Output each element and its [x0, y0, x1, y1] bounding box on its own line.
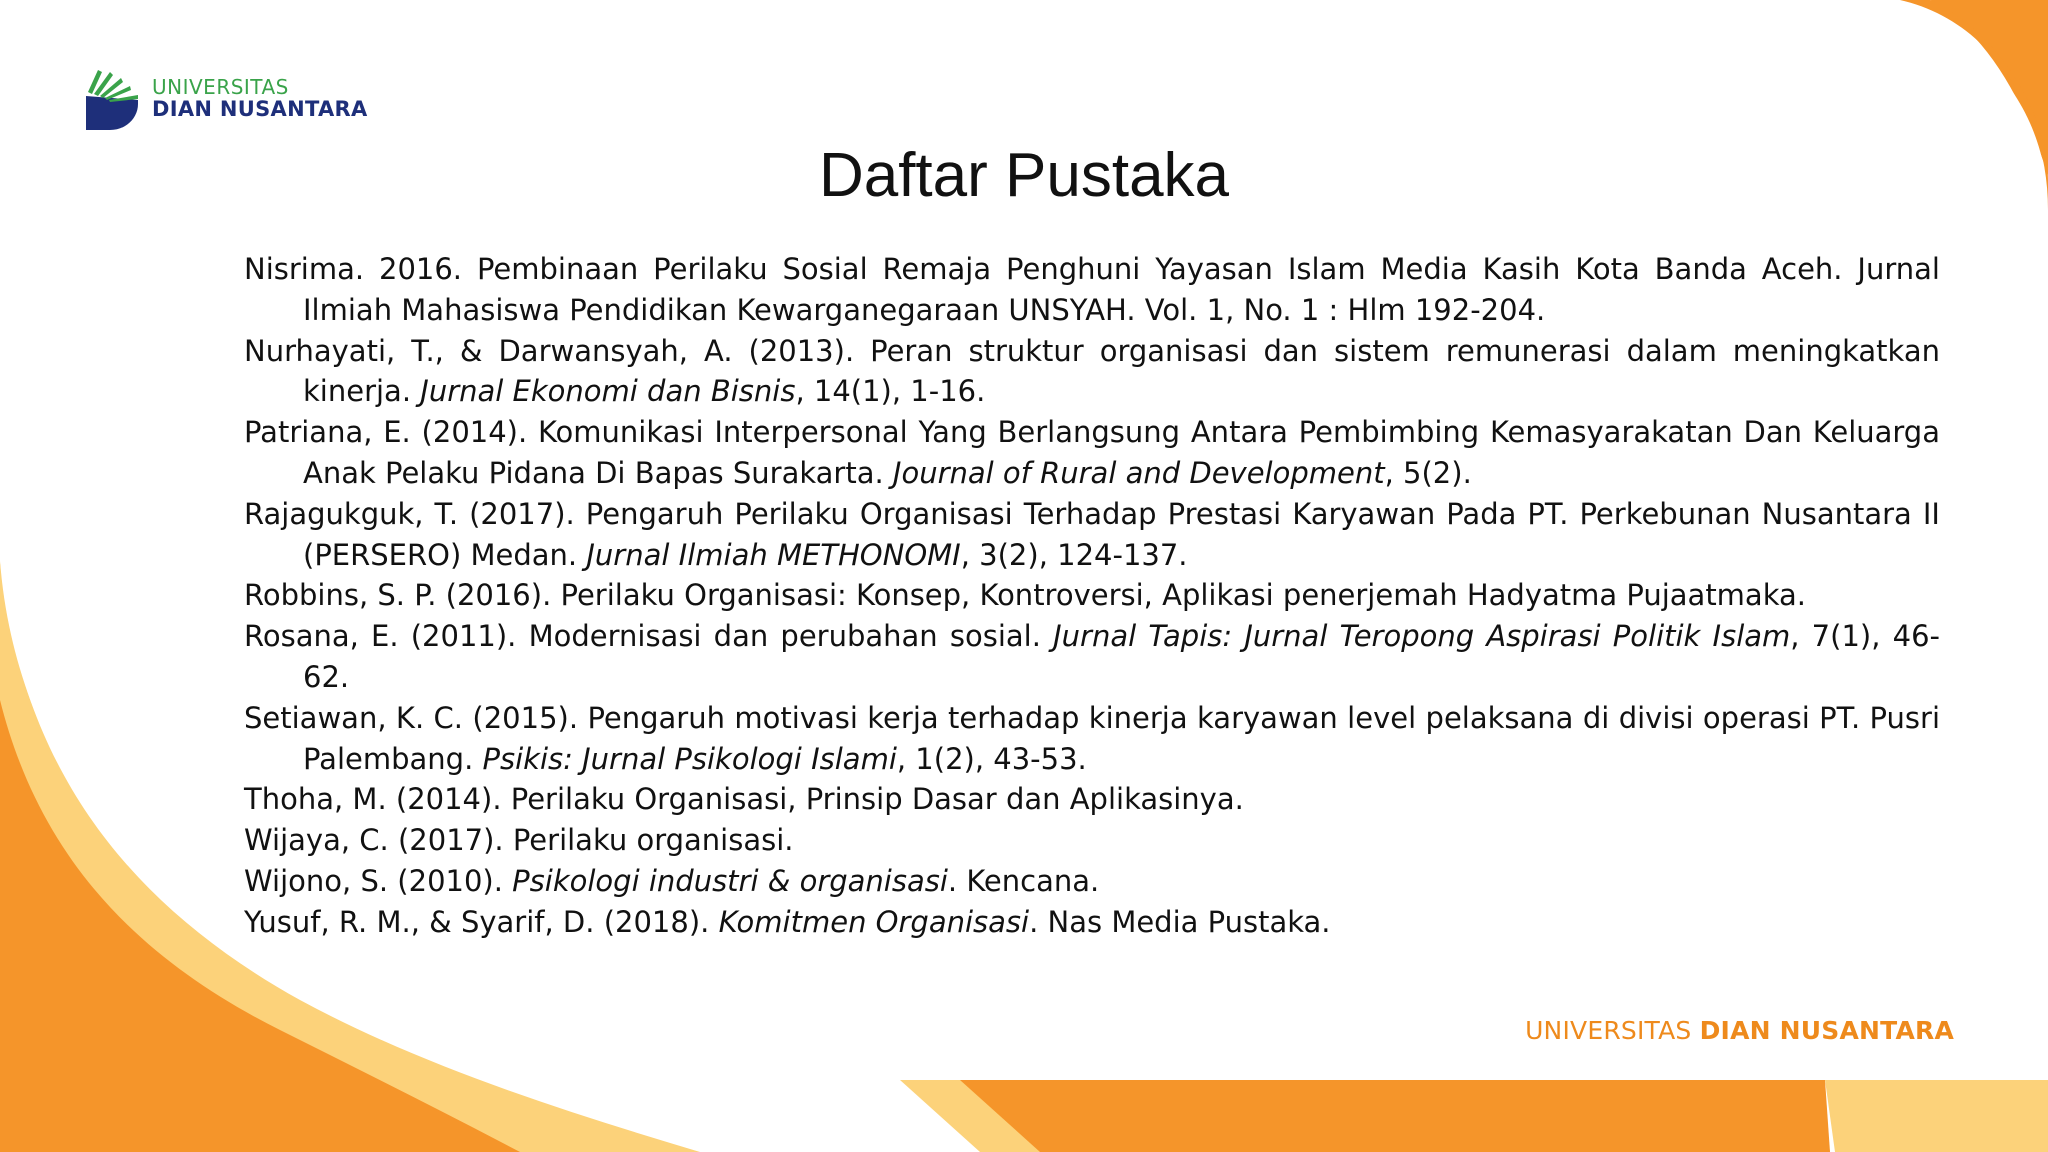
reference-item: Wijono, S. (2010). Psikologi industri & organisasi. Kencana.	[244, 863, 1100, 898]
logo-line-1: UNIVERSITAS	[152, 75, 289, 100]
reference-item: Setiawan, K. C. (2015). Pengaruh motivasi kerja terhadap kinerja karyawan level pelaksana di divisi operasi PT. Pusri Palembang. Psikis: Jurnal Psikologi Islami, 1(2), 43-53.	[244, 700, 1940, 776]
footer-brand-bold: DIAN NUSANTARA	[1699, 1016, 1954, 1045]
bottom-orange-strip	[960, 1080, 1830, 1152]
reference-item: Robbins, S. P. (2016). Perilaku Organisasi: Konsep, Kontroversi, Aplikasi penerjemah Hadyatma Pujaatmaka.	[244, 578, 1806, 613]
logo-line-2: DIAN NUSANTARA	[152, 97, 368, 122]
reference-item: Wijaya, C. (2017). Perilaku organisasi.	[244, 823, 794, 858]
reference-item: Yusuf, R. M., & Syarif, D. (2018). Komitmen Organisasi. Nas Media Pustaka.	[244, 904, 1331, 939]
footer-brand	[1525, 1016, 1954, 1045]
reference-item: Rajagukguk, T. (2017). Pengaruh Perilaku Organisasi Terhadap Prestasi Karyawan Pada PT. Perkebunan Nusantara II (PERSERO) Medan. Jurnal Ilmiah METHONOMI, 3(2), 124-137.	[244, 496, 1940, 572]
reference-item: Rosana, E. (2011). Modernisasi dan perubahan sosial. Jurnal Tapis: Jurnal Teropong Aspirasi Politik Islam, 7(1), 46-62.	[244, 619, 1940, 694]
bottom-right-light	[1825, 1080, 2048, 1152]
logo-emblem-icon	[84, 66, 140, 132]
reference-item: Nisrima. 2016. Pembinaan Perilaku Sosial Remaja Penghuni Yayasan Islam Media Kasih Kota Banda Aceh. Jurnal Ilmiah Mahasiswa Pendidikan Kewarganegaraan UNSYAH. Vol. 1, No. 1 : Hlm 192-204.	[244, 252, 1940, 327]
reference-list	[244, 249, 1940, 943]
reference-item: Patriana, E. (2014). Komunikasi Interpersonal Yang Berlangsung Antara Pembimbing Kemasyarakatan Dan Keluarga Anak Pelaku Pidana Di Bapas Surakarta. Journal of Rural and Development, 5(2).	[244, 415, 1940, 490]
footer-brand-light: UNIVERSITAS	[1525, 1016, 1700, 1045]
university-logo	[84, 66, 368, 132]
reference-item: Nurhayati, T., & Darwansyah, A. (2013). Peran struktur organisasi dan sistem remunerasi dalam meningkatkan kinerja. Jurnal Ekonomi dan Bisnis, 14(1), 1-16.	[244, 333, 1940, 409]
reference-item: Thoha, M. (2014). Perilaku Organisasi, Prinsip Dasar dan Aplikasinya.	[244, 782, 1244, 817]
page-title: Daftar Pustaka	[818, 141, 1230, 210]
